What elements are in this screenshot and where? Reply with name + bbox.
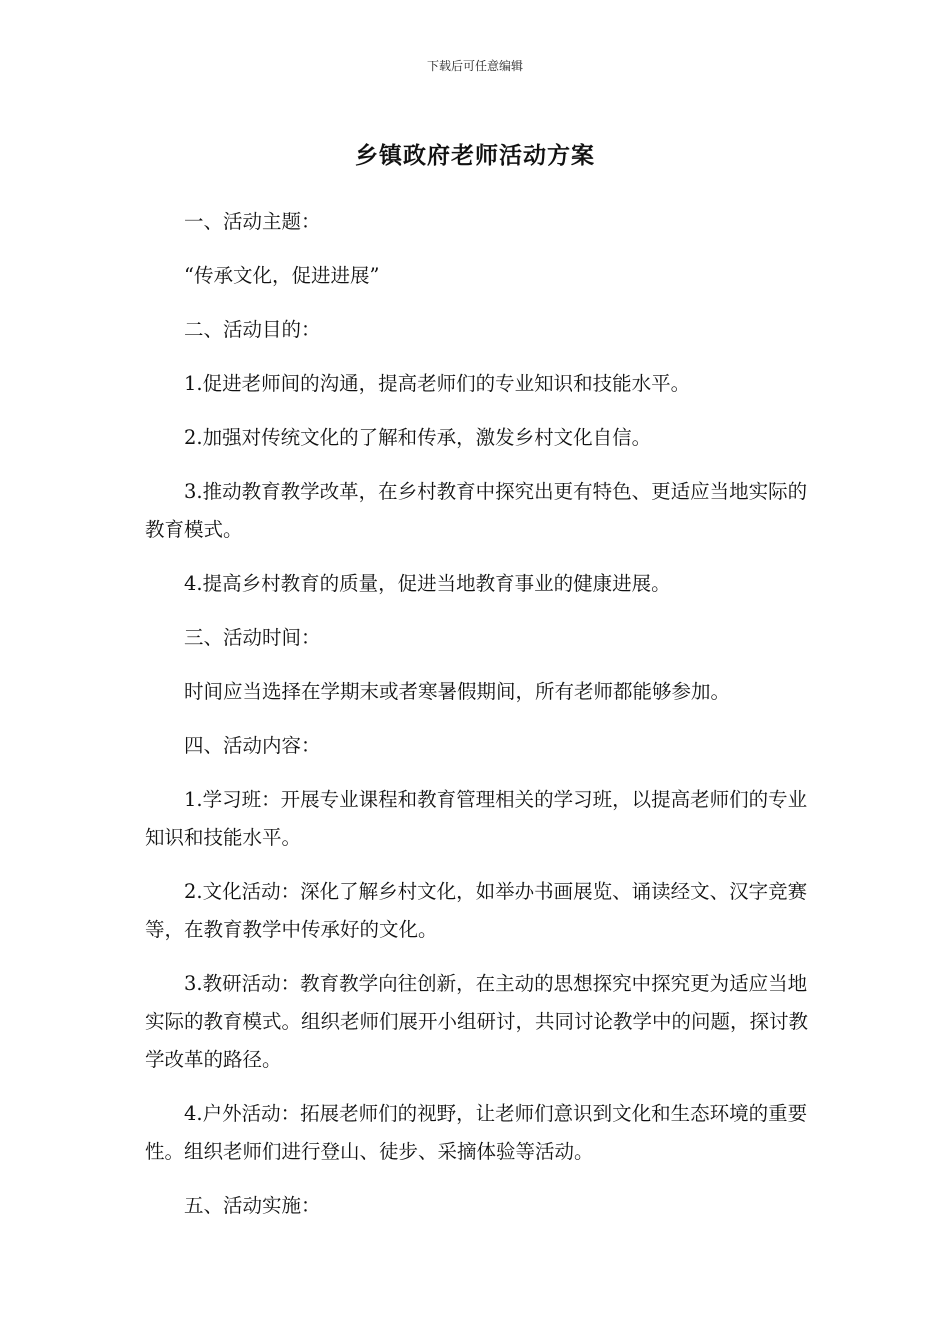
purpose-item-1: 1.促进老师间的沟通，提高老师们的专业知识和技能水平。 <box>184 372 691 395</box>
time-text: 时间应当选择在学期末或者寒暑假期间，所有老师都能够参加。 <box>184 680 731 703</box>
header-note: 下载后可任意编辑 <box>426 59 523 73</box>
theme-text: “传承文化，促进进展” <box>184 264 380 287</box>
content-item-4: 4.户外活动：拓展老师们的视野，让老师们意识到文化和生态环境的重要性。组织老师们进行登山、徒步、采摘体验等活动。 <box>145 1102 808 1163</box>
content-item-1: 1.学习班：开展专业课程和教育管理相关的学习班，以提高老师们的专业知识和技能水平。 <box>145 788 808 849</box>
purpose-item-3: 3.推动教育教学改革，在乡村教育中探究出更有特色、更适应当地实际的教育模式。 <box>145 480 808 541</box>
section-heading-purpose: 二、活动目的： <box>184 318 321 341</box>
purpose-item-4: 4.提高乡村教育的质量，促进当地教育事业的健康进展。 <box>184 572 671 595</box>
content-item-2: 2.文化活动：深化了解乡村文化，如举办书画展览、诵读经文、汉字竞赛等，在教育教学中传承好的文化。 <box>145 880 808 941</box>
section-heading-theme: 一、活动主题： <box>184 210 321 233</box>
document-title: 乡镇政府老师活动方案 <box>355 143 595 169</box>
section-heading-implementation: 五、活动实施： <box>184 1194 321 1217</box>
section-heading-time: 三、活动时间： <box>184 626 321 649</box>
content-item-3: 3.教研活动：教育教学向往创新，在主动的思想探究中探究更为适应当地实际的教育模式。组织老师们展开小组研讨，共同讨论教学中的问题，探讨教学改革的路径。 <box>145 972 809 1071</box>
section-heading-content: 四、活动内容： <box>184 734 321 757</box>
purpose-item-2: 2.加强对传统文化的了解和传承，激发乡村文化自信。 <box>184 426 652 449</box>
